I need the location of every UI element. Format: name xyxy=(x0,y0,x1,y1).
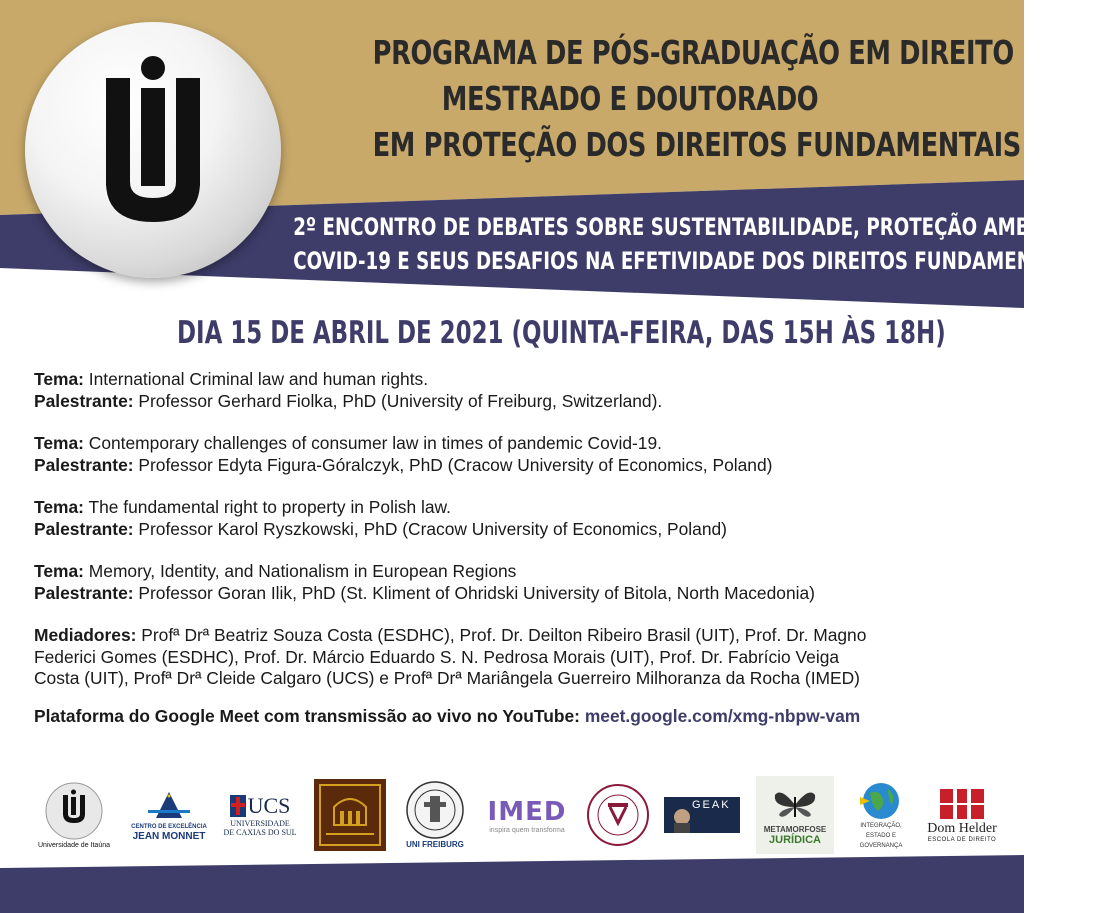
program-title xyxy=(372,30,1021,168)
itauna-seal-icon xyxy=(39,779,109,849)
mediators-line: Federici Gomes (ESDHC), Prof. Dr. Márcio Eduardo S. N. Pedrosa Morais (UIT), Prof. Dr. Fabrício Veiga xyxy=(34,646,840,667)
event-program xyxy=(34,369,994,727)
ucs-label-2: DE CAXIAS DO SUL xyxy=(223,828,297,837)
freiburg-label: UNI FREIBURG xyxy=(406,840,464,849)
logo-geak xyxy=(664,776,740,854)
logo-itauna xyxy=(34,776,114,854)
logo-legislative xyxy=(314,776,386,854)
palestrante-label: Palestrante: xyxy=(34,582,134,603)
tema-label: Tema: xyxy=(34,497,84,517)
palestrante-text: Professor Karol Ryszkowski, PhD (Cracow University of Economics, Poland) xyxy=(138,518,727,539)
logo-integracao xyxy=(850,776,912,854)
talk-topic xyxy=(34,433,994,455)
mediators xyxy=(34,625,994,690)
logo-jean-monnet xyxy=(128,776,210,854)
tema-label: Tema: xyxy=(34,433,84,453)
talk-item xyxy=(34,497,994,540)
logo-metamorfose xyxy=(756,776,834,854)
partner-logos xyxy=(0,776,1024,856)
tema-text: Contemporary challenges of consumer law in times of pandemic Covid-19. xyxy=(88,433,662,453)
tema-label: Tema: xyxy=(34,561,84,581)
palestrante-text: Professor Edyta Figura-Góralczyk, PhD (Cracow University of Economics, Poland) xyxy=(138,454,773,475)
ucs-title: UCS xyxy=(247,793,291,818)
geak-title: GEAK xyxy=(692,799,731,811)
program-title-line: MESTRADO E DOUTORADO xyxy=(441,79,819,118)
palestrante-text: Professor Gerhard Fiolka, PhD (University of Freiburg, Switzerland). xyxy=(138,390,663,411)
dom-helder-subtitle: ESCOLA DE DIREITO xyxy=(927,837,997,843)
metamorfose-label-2: JURÍDICA xyxy=(769,833,821,846)
building-emblem-icon xyxy=(314,779,386,851)
event-title-line: COVID-19 E SEUS DESAFIOS NA EFETIVIDADE DOS DIREITOS FUNDAMENTAIS xyxy=(293,247,1078,275)
palestrante-label: Palestrante: xyxy=(34,518,134,539)
itauna-label: Universidade de Itaúna xyxy=(38,842,110,849)
integracao-label-3: GOVERNANÇA xyxy=(859,843,903,849)
palestrante-text: Professor Goran Ilik, PhD (St. Kliment of Ohridski University of Bitola, North Macedonia) xyxy=(138,582,815,603)
talk-item xyxy=(34,433,994,476)
imed-title: IMED xyxy=(487,796,567,827)
palestrante-label: Palestrante: xyxy=(34,454,134,475)
program-title-line: PROGRAMA DE PÓS-GRADUAÇÃO EM DIREITO xyxy=(372,33,1014,72)
logo-ucs xyxy=(222,776,298,854)
palestrante-label: Palestrante: xyxy=(34,390,134,411)
ucs-shield-icon xyxy=(230,795,246,817)
talk-topic xyxy=(34,561,994,583)
tema-label: Tema: xyxy=(34,369,84,389)
mediators-line: Costa (UIT), Profª Drª Cleide Calgaro (UCS) e Profª Drª Mariângela Guerreiro Milhoranza da Rocha (IMED) xyxy=(34,668,860,688)
event-title xyxy=(293,210,1108,278)
jean-monnet-label-1: CENTRO DE EXCELÊNCIA xyxy=(131,824,207,830)
integracao-label-1: INTEGRAÇÃO, xyxy=(860,823,902,829)
talk-speaker xyxy=(34,519,994,541)
dom-helder-title: Dom Helder xyxy=(927,821,997,836)
dom-helder-emblem-icon xyxy=(938,787,986,821)
logo-dom-helder xyxy=(920,776,1004,854)
ucs-label-1: UNIVERSIDADE xyxy=(230,819,290,828)
platform-label: Plataforma do Google Meet com transmissão ao vivo no YouTube: xyxy=(34,705,580,726)
talk-item xyxy=(34,561,994,604)
mediadores-label: Mediadores: xyxy=(34,625,137,645)
ui-monogram-icon xyxy=(25,22,281,278)
talk-speaker xyxy=(34,455,994,477)
metamorfose-label-1: METAMORFOSE xyxy=(763,824,827,834)
event-date: DIA 15 DE ABRIL DE 2021 (QUINTA-FEIRA, DAS 15H ÀS 18H) xyxy=(177,315,946,351)
talk-speaker xyxy=(34,583,994,605)
logo-freiburg xyxy=(400,776,470,854)
talk-item xyxy=(34,369,994,412)
talk-speaker xyxy=(34,391,994,413)
talk-topic xyxy=(34,497,994,519)
mediators-line: Profª Drª Beatriz Souza Costa (ESDHC), Prof. Dr. Deilton Ribeiro Brasil (UIT), Prof. Dr. Magno xyxy=(141,625,867,645)
event-title-line: 2º ENCONTRO DE DEBATES SOBRE SUSTENTABILIDADE, PROTEÇÃO AMBIENTAL, xyxy=(293,213,1108,241)
logo-imed xyxy=(484,776,570,854)
jean-monnet-label-2: JEAN MONNET xyxy=(132,831,206,842)
integracao-label-2: ESTADO E xyxy=(866,833,896,839)
imed-tagline: inspira quem transforma xyxy=(489,826,565,834)
butterfly-icon xyxy=(771,785,819,825)
talk-topic xyxy=(34,369,994,391)
tema-text: International Criminal law and human rights. xyxy=(88,369,429,389)
jean-monnet-icon xyxy=(144,788,194,822)
tema-text: The fundamental right to property in Polish law. xyxy=(88,497,451,517)
program-title-line: EM PROTEÇÃO DOS DIREITOS FUNDAMENTAIS xyxy=(372,125,1021,164)
platform-info xyxy=(34,706,994,728)
globe-icon xyxy=(858,779,904,821)
logo-cracow xyxy=(585,776,651,854)
meet-link[interactable]: meet.google.com/xmg-nbpw-vam xyxy=(584,705,861,726)
tema-text: Memory, Identity, and Nationalism in European Regions xyxy=(88,561,517,581)
cracow-seal-icon xyxy=(586,783,650,847)
university-logo xyxy=(25,22,281,278)
